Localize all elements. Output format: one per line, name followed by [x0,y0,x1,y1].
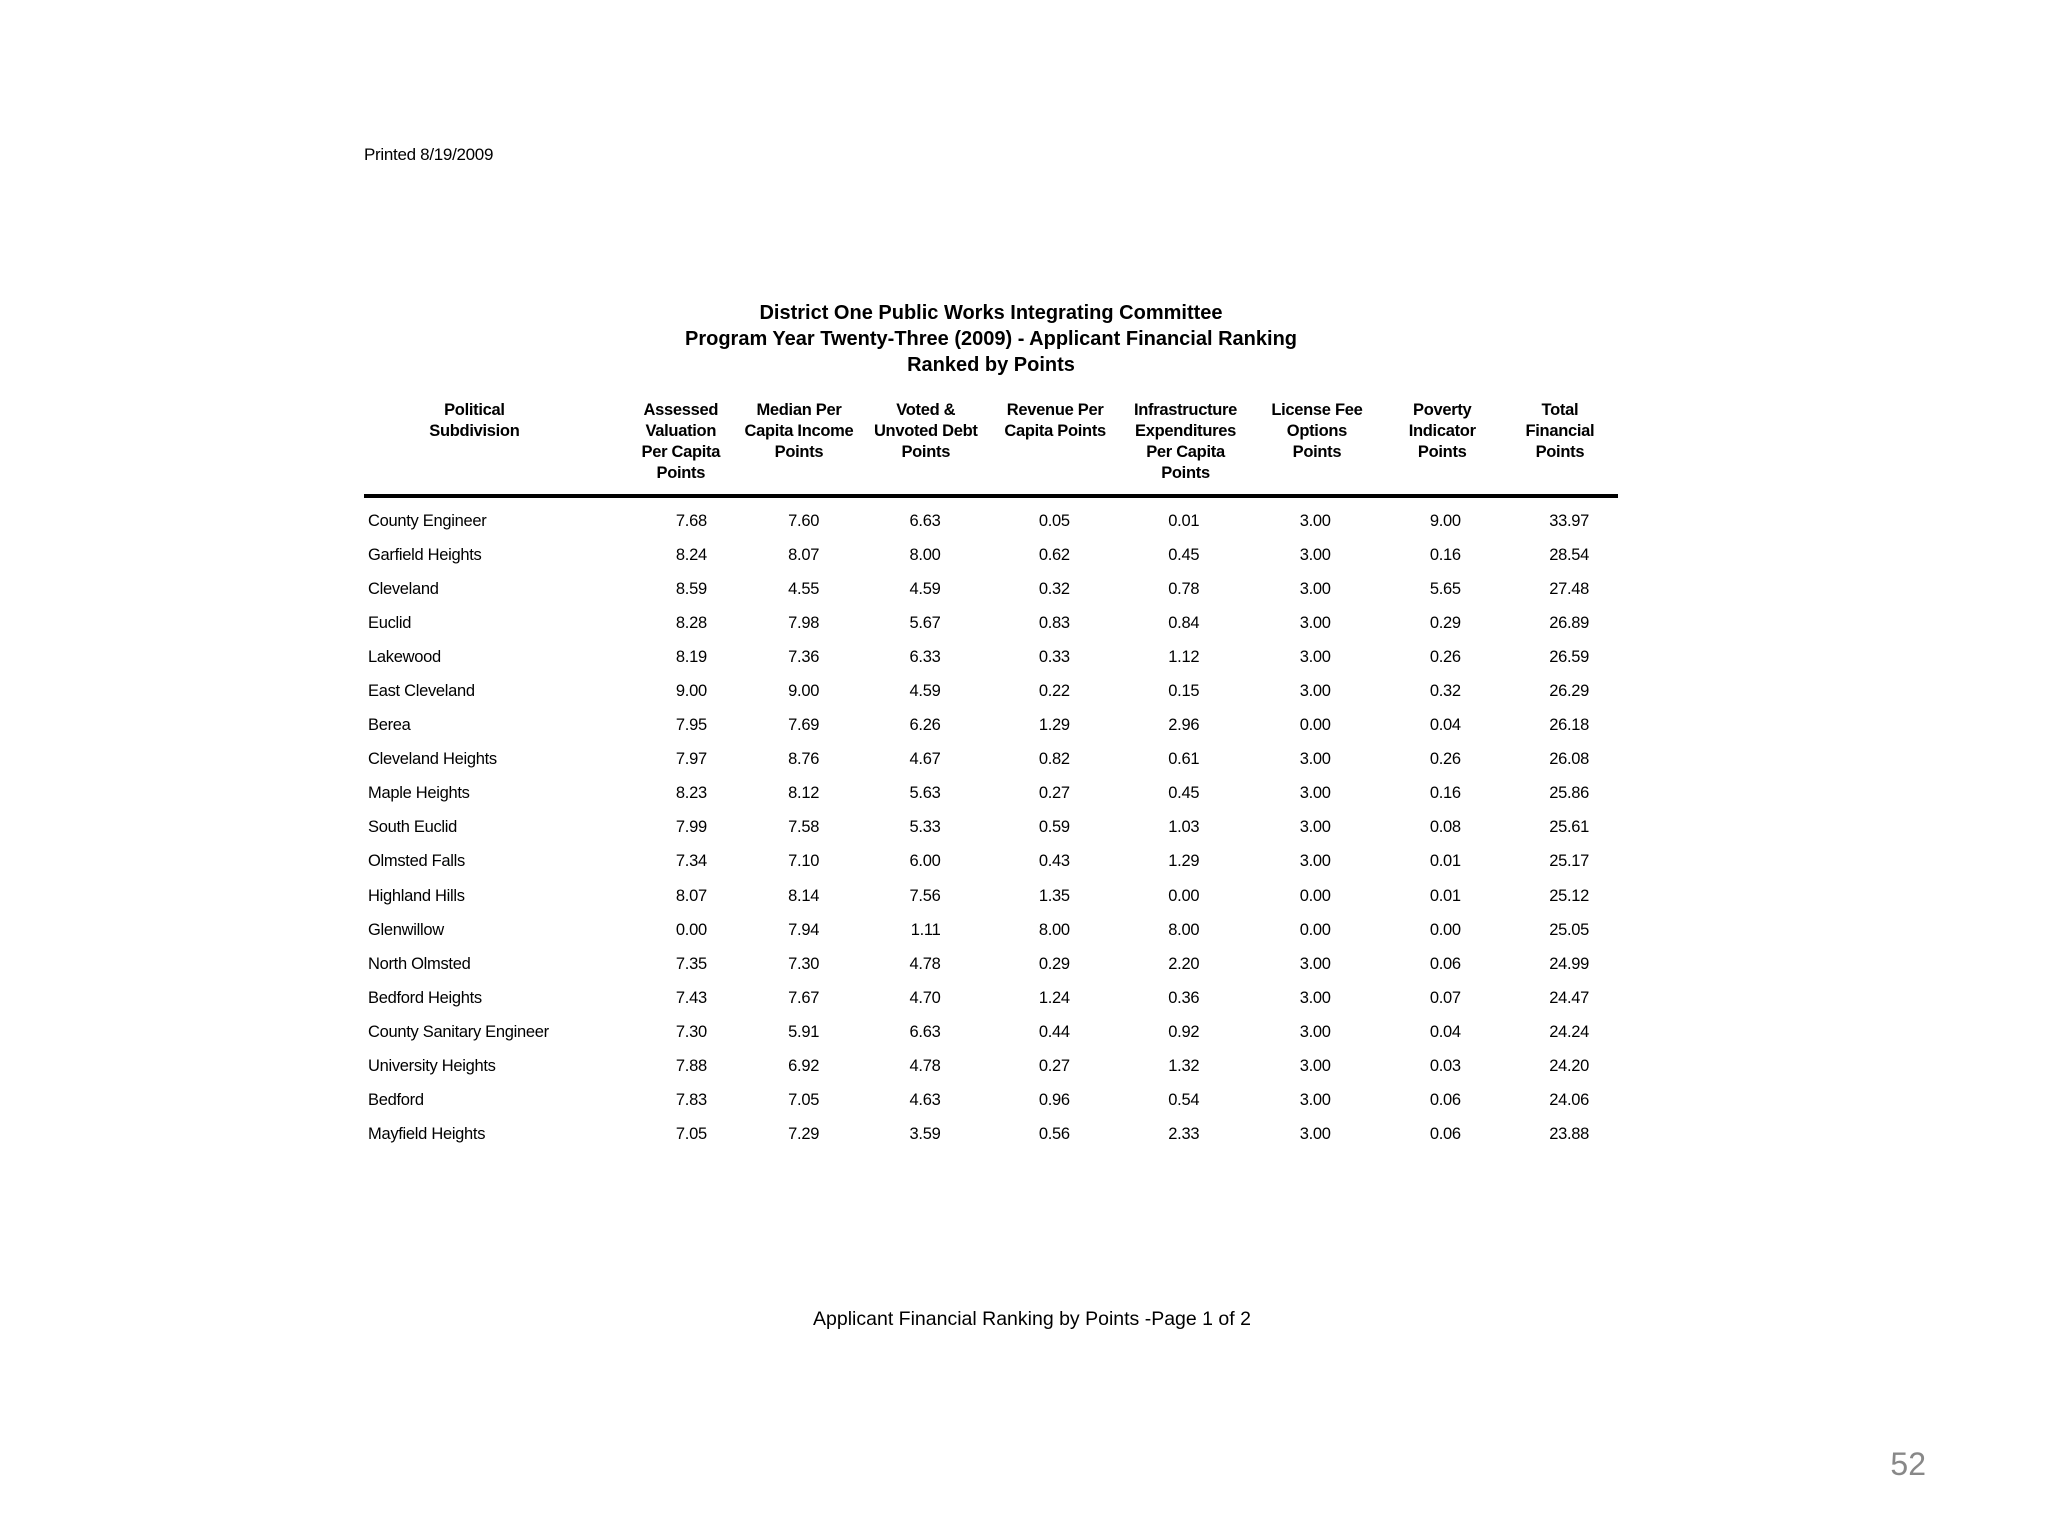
subdivision-name-cell: Olmsted Falls [368,852,465,871]
table-row [364,496,1618,538]
points-cell: 7.88 [675,1057,707,1076]
points-cell: 0.82 [1038,750,1070,769]
points-cell: 0.01 [1429,886,1461,905]
subdivision-name-cell: Glenwillow [368,920,444,939]
points-cell: 0.00 [1429,920,1461,939]
points-cell: 1.32 [1168,1057,1200,1076]
points-cell: 0.00 [675,920,707,939]
column-header: Median Per Capita Income Points [737,400,861,496]
points-cell: 7.43 [675,988,707,1007]
points-cell: 0.03 [1429,1057,1461,1076]
points-cell: 8.00 [909,545,941,564]
points-cell: 1.35 [1038,886,1070,905]
points-cell: 7.10 [788,852,820,871]
subdivision-name-cell: Garfield Heights [368,545,482,564]
points-cell: 0.78 [1168,579,1200,598]
points-cell: 3.00 [1299,852,1331,871]
subdivision-name-cell: Highland Hills [368,886,465,905]
points-cell: 4.67 [909,750,941,769]
table-row [364,538,1618,572]
points-cell: 0.29 [1429,613,1461,632]
points-cell: 7.94 [788,920,820,939]
points-cell: 0.56 [1038,1125,1070,1144]
points-cell: 0.26 [1429,750,1461,769]
table-row [364,709,1618,743]
points-cell: 26.08 [1549,750,1589,769]
subdivision-name-cell: Berea [368,716,411,735]
table-row [364,777,1618,811]
subdivision-name-cell: County Sanitary Engineer [368,1022,549,1041]
points-cell: 0.01 [1429,852,1461,871]
points-cell: 9.00 [1429,511,1461,530]
table-row [364,811,1618,845]
points-cell: 3.00 [1299,1022,1331,1041]
points-cell: 5.65 [1429,579,1461,598]
points-cell: 8.00 [1168,920,1200,939]
points-cell: 6.63 [909,1022,941,1041]
points-cell: 3.00 [1299,682,1331,701]
points-cell: 0.16 [1429,784,1461,803]
points-cell: 0.00 [1299,886,1331,905]
points-cell: 4.70 [909,988,941,1007]
points-cell: 0.15 [1168,682,1200,701]
points-cell: 0.32 [1429,682,1461,701]
table-row [364,981,1618,1015]
report-title-block [364,300,1618,378]
column-header: License Fee Options Points [1251,400,1382,496]
points-cell: 26.18 [1549,716,1589,735]
points-cell: 0.61 [1168,750,1200,769]
slide-number: 52 [1890,1446,1926,1482]
points-cell: 0.04 [1429,716,1461,735]
points-cell: 0.33 [1038,647,1070,666]
subdivision-name-cell: County Engineer [368,511,487,530]
table-row [364,572,1618,606]
points-cell: 4.78 [909,954,941,973]
points-cell: 0.59 [1038,818,1070,837]
table-row [364,606,1618,640]
points-cell: 0.92 [1168,1022,1200,1041]
points-cell: 7.98 [788,613,820,632]
points-cell: 25.05 [1549,920,1589,939]
points-cell: 0.45 [1168,784,1200,803]
points-cell: 3.00 [1299,1057,1331,1076]
table-row [364,947,1618,981]
points-cell: 7.56 [909,886,941,905]
table-row [364,1050,1618,1084]
points-cell: 7.97 [675,750,707,769]
points-cell: 6.26 [909,716,941,735]
points-cell: 7.60 [788,511,820,530]
subdivision-name-cell: Euclid [368,613,412,632]
points-cell: 0.27 [1038,784,1070,803]
points-cell: 0.54 [1168,1091,1200,1110]
points-cell: 3.00 [1299,511,1331,530]
points-cell: 8.00 [1038,920,1070,939]
column-header: Poverty Indicator Points [1383,400,1502,496]
points-cell: 2.96 [1168,716,1200,735]
points-cell: 3.00 [1299,1125,1331,1144]
points-cell: 25.61 [1549,818,1589,837]
points-cell: 0.04 [1429,1022,1461,1041]
points-cell: 7.35 [675,954,707,973]
subdivision-name-cell: University Heights [368,1057,496,1076]
table-row [364,674,1618,708]
points-cell: 5.63 [909,784,941,803]
points-cell: 0.83 [1038,613,1070,632]
points-cell: 9.00 [788,682,820,701]
points-cell: 4.78 [909,1057,941,1076]
points-cell: 0.36 [1168,988,1200,1007]
points-cell: 3.00 [1299,579,1331,598]
points-cell: 0.06 [1429,1125,1461,1144]
points-cell: 8.23 [675,784,707,803]
points-cell: 8.07 [675,886,707,905]
subdivision-name-cell: Bedford [368,1091,424,1110]
table-row [364,1015,1618,1049]
financial-ranking-table [364,400,1618,1152]
points-cell: 0.01 [1168,511,1200,530]
points-cell: 1.11 [910,920,941,939]
points-cell: 3.00 [1299,613,1331,632]
points-cell: 25.12 [1549,886,1589,905]
points-cell: 0.29 [1038,954,1070,973]
printed-date: Printed 8/19/2009 [364,145,494,164]
points-cell: 0.00 [1299,716,1331,735]
points-cell: 9.00 [675,682,707,701]
points-cell: 28.54 [1549,545,1589,564]
points-cell: 23.88 [1549,1125,1589,1144]
table-row [364,640,1618,674]
points-cell: 1.03 [1168,818,1200,837]
points-cell: 8.28 [675,613,707,632]
points-cell: 1.12 [1168,647,1200,666]
points-cell: 8.14 [788,886,820,905]
table-header-row [364,400,1618,496]
points-cell: 7.05 [788,1091,820,1110]
subdivision-name-cell: Maple Heights [368,784,470,803]
column-header: Assessed Valuation Per Capita Points [625,400,737,496]
points-cell: 3.00 [1299,954,1331,973]
points-cell: 7.29 [788,1125,820,1144]
points-cell: 5.33 [909,818,941,837]
points-cell: 0.44 [1038,1022,1070,1041]
points-cell: 3.00 [1299,647,1331,666]
points-cell: 7.95 [675,716,707,735]
points-cell: 24.06 [1549,1091,1589,1110]
points-cell: 4.59 [909,579,941,598]
points-cell: 0.06 [1429,954,1461,973]
points-cell: 7.05 [675,1125,707,1144]
points-cell: 0.06 [1429,1091,1461,1110]
points-cell: 3.59 [909,1125,941,1144]
points-cell: 7.36 [788,647,820,666]
points-cell: 24.47 [1549,988,1589,1007]
points-cell: 0.84 [1168,613,1200,632]
column-header: Political Subdivision [364,400,625,496]
points-cell: 8.24 [675,545,707,564]
points-cell: 1.24 [1038,988,1070,1007]
points-cell: 1.29 [1038,716,1070,735]
page-footer: Applicant Financial Ranking by Points -Page 1 of 2 [813,1308,1251,1330]
points-cell: 0.05 [1038,511,1070,530]
points-cell: 3.00 [1299,988,1331,1007]
points-cell: 2.33 [1168,1125,1200,1144]
points-cell: 7.99 [675,818,707,837]
points-cell: 0.96 [1038,1091,1070,1110]
points-cell: 3.00 [1299,545,1331,564]
points-cell: 7.58 [788,818,820,837]
points-cell: 8.59 [675,579,707,598]
points-cell: 7.34 [675,852,707,871]
points-cell: 6.63 [909,511,941,530]
points-cell: 7.67 [788,988,820,1007]
points-cell: 7.30 [675,1022,707,1041]
points-cell: 26.89 [1549,613,1589,632]
subdivision-name-cell: East Cleveland [368,682,475,701]
points-cell: 0.62 [1038,545,1070,564]
points-cell: 0.08 [1429,818,1461,837]
points-cell: 0.45 [1168,545,1200,564]
subdivision-name-cell: Mayfield Heights [368,1125,486,1144]
points-cell: 0.07 [1429,988,1461,1007]
table-body [364,496,1618,1152]
table-row [364,845,1618,879]
points-cell: 7.68 [675,511,707,530]
table-row [364,879,1618,913]
points-cell: 1.29 [1168,852,1200,871]
table-row [364,1084,1618,1118]
table-row [364,1118,1618,1152]
points-cell: 6.92 [788,1057,820,1076]
subdivision-name-cell: Bedford Heights [368,988,482,1007]
points-cell: 24.20 [1549,1057,1589,1076]
points-cell: 0.22 [1038,682,1070,701]
column-header: Total Financial Points [1502,400,1618,496]
points-cell: 7.69 [788,716,820,735]
points-cell: 8.07 [788,545,820,564]
column-header: Infrastructure Expenditures Per Capita Points [1120,400,1251,496]
points-cell: 4.59 [909,682,941,701]
points-cell: 5.91 [788,1022,820,1041]
report-title-line: Ranked by Points [907,354,1075,376]
points-cell: 7.30 [788,954,820,973]
column-header: Revenue Per Capita Points [990,400,1119,496]
points-cell: 26.29 [1549,682,1589,701]
points-cell: 0.16 [1429,545,1461,564]
points-cell: 0.32 [1038,579,1070,598]
column-header: Voted & Unvoted Debt Points [861,400,990,496]
points-cell: 8.19 [675,647,707,666]
points-cell: 24.24 [1549,1022,1589,1041]
points-cell: 33.97 [1549,511,1589,530]
points-cell: 4.55 [788,579,820,598]
points-cell: 3.00 [1299,818,1331,837]
points-cell: 25.86 [1549,784,1589,803]
points-cell: 2.20 [1168,954,1200,973]
points-cell: 27.48 [1549,579,1589,598]
subdivision-name-cell: North Olmsted [368,954,471,973]
points-cell: 5.67 [909,613,941,632]
points-cell: 26.59 [1549,647,1589,666]
subdivision-name-cell: South Euclid [368,818,458,837]
points-cell: 24.99 [1549,954,1589,973]
points-cell: 0.00 [1299,920,1331,939]
points-cell: 25.17 [1549,852,1589,871]
report-title-line: Program Year Twenty-Three (2009) - Applicant Financial Ranking [684,328,1297,350]
subdivision-name-cell: Lakewood [368,647,441,666]
table-row [364,743,1618,777]
points-cell: 7.83 [675,1091,707,1110]
points-cell: 6.00 [909,852,941,871]
points-cell: 8.76 [788,750,820,769]
points-cell: 3.00 [1299,750,1331,769]
report-title-line: District One Public Works Integrating Committee [759,302,1223,324]
points-cell: 0.43 [1038,852,1070,871]
subdivision-name-cell: Cleveland [368,579,439,598]
points-cell: 0.26 [1429,647,1461,666]
points-cell: 0.27 [1038,1057,1070,1076]
points-cell: 8.12 [788,784,820,803]
points-cell: 4.63 [909,1091,941,1110]
points-cell: 3.00 [1299,784,1331,803]
points-cell: 3.00 [1299,1091,1331,1110]
subdivision-name-cell: Cleveland Heights [368,750,497,769]
points-cell: 6.33 [909,647,941,666]
points-cell: 0.00 [1168,886,1200,905]
table-row [364,913,1618,947]
